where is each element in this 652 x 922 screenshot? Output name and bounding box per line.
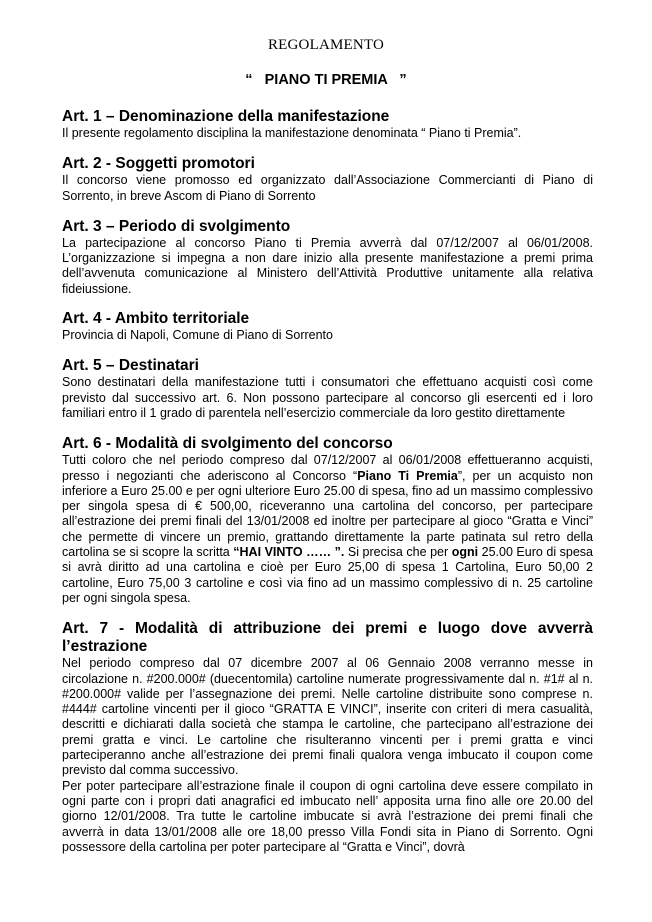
article-text: Il presente regolamento disciplina la manifestazione denominata “ Piano ti Premia”. bbox=[62, 126, 522, 140]
article-6 bbox=[62, 435, 593, 606]
document-subtitle: “ PIANO TI PREMIA ” bbox=[245, 72, 407, 88]
article-heading: Art. 2 - Soggetti promotori bbox=[62, 155, 255, 173]
article-text: Provincia di Napoli, Comune di Piano di Sorrento bbox=[62, 328, 333, 343]
article-heading: Art. 1 – Denominazione della manifestazione bbox=[62, 108, 390, 125]
article-1 bbox=[62, 108, 593, 141]
document-body bbox=[62, 108, 593, 855]
article-4 bbox=[62, 310, 593, 343]
article-7 bbox=[62, 620, 593, 855]
article-heading: Art. 7 - Modalità di attribuzione dei premi e luogo dove avverrà l’estrazione bbox=[62, 620, 593, 656]
article-text: Sono destinatari della manifestazione tutti i consumatori che effettuano acquisti così come previsto dal successivo art. 6. Non possono partecipare al concorso gli esercenti ed i loro familiari entro il 1 grado di parentela nell’esercizio commerciale da loro gestito direttamente bbox=[62, 375, 593, 420]
article-text: La partecipazione al concorso Piano ti Premia avverrà dal 07/12/2007 al 06/01/2008. L’organizzazione si impegna a non dare inizio alla presente manifestazione a premi prima dell’avvenuta comunicazione al Ministero dell’Attività Produttive unitamente alla relativa fideiussione. bbox=[62, 235, 593, 296]
article-heading: Art. 4 - Ambito territoriale bbox=[62, 310, 250, 328]
article-heading: Art. 6 - Modalità di svolgimento del concorso bbox=[62, 435, 393, 453]
article-5 bbox=[62, 357, 593, 421]
document-title: REGOLAMENTO bbox=[267, 37, 385, 53]
article-text: Tutti coloro che nel periodo compreso dal 07/12/2007 al 06/01/2008 effettueranno acquisti, presso i negozianti che aderiscono al Concorso “Piano Ti Premia”, per un acquisto non inferiore a Euro 25.00 e per ogni ulteriore Euro 25.00 di spesa, fino ad un massimo complessivo per singola spesa di € 500,00, riceveranno una cartolina del concorso, per partecipare all’estrazione dei premi finali del 13/01/2008 ed inoltre per partecipare al gioco “Gratta e Vinci” che permette di vincere un premio, grattando direttamente la parte patinata sul retro della cartolina se si scopre la scritta “HAI VINTO …… ”. Si precisa che per ogni 25.00 Euro di spesa si avrà diritto ad una cartolina e cioè per Euro 25,00 di spesa 1 Cartolina, Euro 50,00 2 cartoline, Euro 75,00 3 cartoline e così via fino ad un massimo complessivo di n. 25 cartoline per ogni singola spesa. bbox=[62, 453, 593, 605]
article-text: Nel periodo compreso dal 07 dicembre 2007 al 06 Gennaio 2008 verranno messe in circolazione n. #200.000# (duecentomila) cartoline numerate progressivamente dal n. #1# al n. #200.000# valide per l’assegnazione dei premi. Nelle cartoline distribuite sono comprese n. #444# cartoline vincenti per il gioco “GRATTA E VINCI”, inserite con criteri di mera casualità, descritti e dichiarati dalla società che stampa le cartoline, che partecipano all’estrazione dei premi gratta e vinci. Le cartoline che risulteranno vincenti per i premi gratta e vinci parteciperanno anche all’estrazione dei premi finali qualora venga imbucato il coupon come previsto dal comma successivo. bbox=[62, 656, 593, 778]
article-2 bbox=[62, 155, 593, 204]
article-text-continued: Per poter partecipare all’estrazione finale il coupon di ogni cartolina deve essere compilato in ogni parte con i propri dati anagrafici ed imbucato nell’ apposita urna fino alle ore 20.00 del giorno 12/01/2008. Tra tutte le cartoline imbucate si avrà l’estrazione dei premi finali che avverrà in data 13/01/2008 alle ore 18,00 presso Villa Fondi sita in Piano di Sorrento. Ogni possessore della cartolina per poter partecipare al “Gratta e Vinci”, dovrà bbox=[62, 778, 593, 854]
article-text: Il concorso viene promosso ed organizzato dall’Associazione Commercianti di Piano di Sorrento, in breve Ascom di Piano di Sorrento bbox=[62, 173, 593, 203]
article-3 bbox=[62, 218, 593, 297]
article-heading: Art. 3 – Periodo di svolgimento bbox=[62, 217, 291, 235]
article-heading: Art. 5 – Destinatari bbox=[62, 357, 199, 375]
